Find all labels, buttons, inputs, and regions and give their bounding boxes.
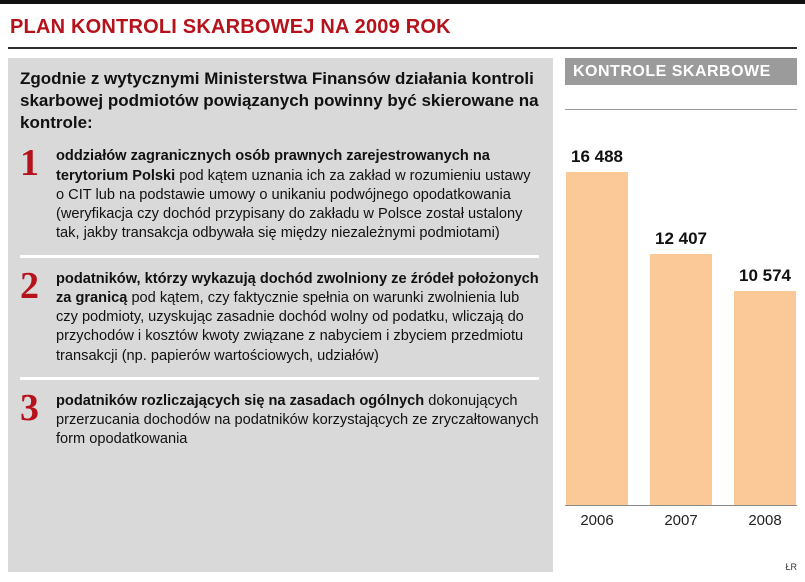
bar-2007 — [650, 254, 712, 505]
bar-column-2008 — [734, 266, 796, 505]
item-text-2 — [56, 270, 539, 366]
bar-2008 — [734, 291, 796, 505]
item-rest-3: dokonujących przerzucania dochodów na podatników korzystających ze zryczałtowanych form opodatkowania — [56, 392, 539, 448]
page-title: PLAN KONTROLI SKARBOWEJ NA 2009 ROK — [10, 16, 451, 38]
item-rest-1: pod kątem uznania ich za zakład w rozumieniu ustawy o CIT lub na podstawie umowy o unikaniu podwójnego opodatkowania (weryfikacja czy dochód przypisany do zakładu w Polsce został ustalony tak, jakby transakcja odbywała się między niezależnymi podmiotami) — [56, 167, 531, 242]
value-label-2008: 10 574 — [739, 266, 791, 285]
list-item-1 — [20, 142, 539, 243]
chart-title: KONTROLE SKARBOWE — [565, 58, 797, 85]
intro-text: Zgodnie z wytycznymi Ministerstwa Finansów działania kontroli skarbowej podmiotów powiązanych powinny być skierowane na kontrole: — [20, 69, 539, 132]
item-rest-2: pod kątem, czy faktycznie spełnia on warunki zwolnienia lub czy podmioty, uzyskując zasadnie dochód wolny od podatku, wliczają do przychodów i kosztów kwoty związane z nabyciem i zbyciem przedmiotu transakcji (np. papierów wartościowych, udziałów) — [56, 289, 524, 364]
year-label-2006: 2006 — [580, 512, 614, 529]
item-text-3 — [56, 392, 539, 450]
year-label-2007: 2007 — [664, 512, 698, 529]
item-number-3: 3 — [20, 386, 39, 429]
item-bold-2: podatników, którzy wykazują dochód zwolniony ze źródeł położonych za granicą — [56, 270, 539, 306]
plan-panel — [8, 58, 553, 572]
item-number-2: 2 — [20, 264, 39, 307]
year-label-2008: 2008 — [748, 512, 782, 529]
item-bold-3: podatników rozliczających się na zasadach ogólnych — [56, 392, 425, 409]
top-rule — [0, 0, 805, 4]
bar-column-2007 — [650, 229, 712, 505]
title-rule — [8, 47, 797, 49]
x-axis-labels — [565, 506, 797, 529]
item-bold-1: oddziałów zagranicznych osób prawnych zarejestrowanych na terytorium Polski — [56, 148, 490, 184]
bar-column-2006 — [566, 147, 628, 505]
credit-initials: ŁR — [785, 562, 797, 572]
content — [8, 58, 797, 572]
bar-chart — [565, 110, 797, 506]
value-label-2007: 12 407 — [655, 229, 707, 248]
chart-panel — [565, 58, 797, 572]
list-item-3 — [20, 377, 539, 450]
list-item-2 — [20, 255, 539, 366]
value-label-2006: 16 488 — [571, 147, 623, 166]
item-text-1 — [56, 147, 539, 243]
item-number-1: 1 — [20, 142, 39, 185]
bar-2006 — [566, 172, 628, 505]
